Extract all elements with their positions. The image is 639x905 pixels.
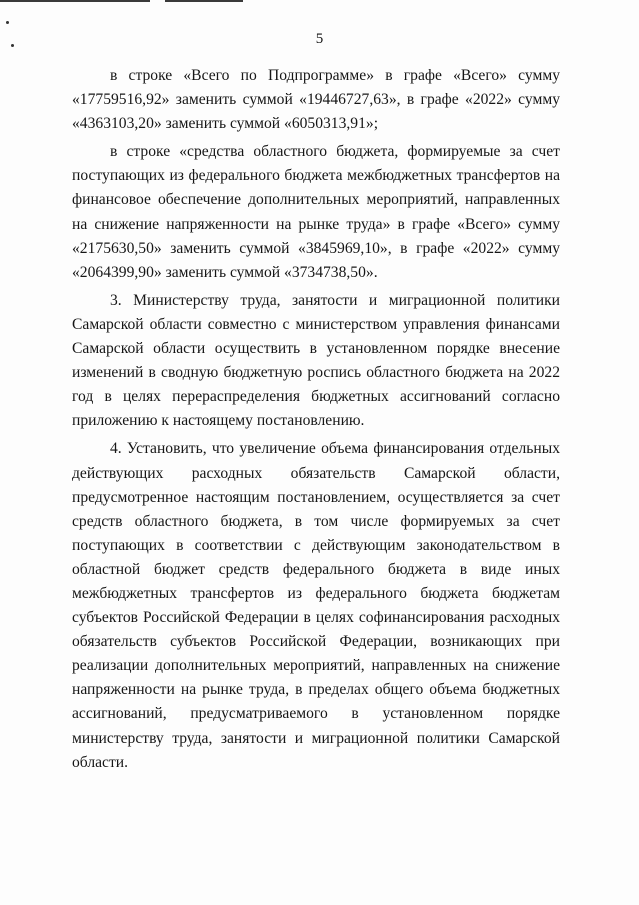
paragraph-item-4: 4. Установить, что увеличение объема финансирования отдельных действующих расходных обязательств Самарской области, предусмотренное настоящим постановлением, осуществляется за счет средств областного бюджета, в том числе формируемых за счет поступающих в соответствии с действующим законодательством в областной бюджет средств федерального бюджета в виде иных межбюджетных трансфертов из федерального бюджета бюджетам субъектов Российской Федерации в целях софинансирования расходных обязательств субъектов Российской Федерации, возникающих при реализации дополнительных мероприятий, направленных на снижение напряженности на рынке труда, в пределах общего объема бюджетных ассигнований, предусматриваемого в установленном порядке министерству труда, занятости и миграционной политики Самарской области. [72, 440, 560, 771]
paragraph-subprogram-total: в строке «Всего по Подпрограмме» в графе «Всего» сумму «17759516,92» заменить суммой «19446727,63», в графе «2022» сумму «4363103,20» заменить суммой «6050313,91»; [72, 67, 560, 133]
scan-edge-line [0, 0, 150, 2]
document-body [72, 64, 560, 779]
scan-speck [6, 21, 9, 24]
paragraph-regional-budget-line: в строке «средства областного бюджета, формируемые за счет поступающих из федерального бюджета межбюджетных трансфертов на финансовое обеспечение дополнительных мероприятий, направленных на снижение напряженности на рынке труда» в графе «Всего» сумму «2175630,50» заменить суммой «3845969,10», в графе «2022» сумму «2064399,90» заменить суммой «3734738,50». [72, 143, 560, 281]
page-number: 5 [315, 31, 324, 47]
paragraph-item-3: 3. Министерству труда, занятости и миграционной политики Самарской области совместно с министерством управления финансами Самарской области осуществить в установленном порядке внесение изменений в сводную бюджетную роспись областного бюджета на 2022 год в целях перераспределения бюджетных ассигнований согласно приложению к настоящему постановлению. [72, 291, 560, 430]
scan-edge-line [165, 0, 243, 2]
